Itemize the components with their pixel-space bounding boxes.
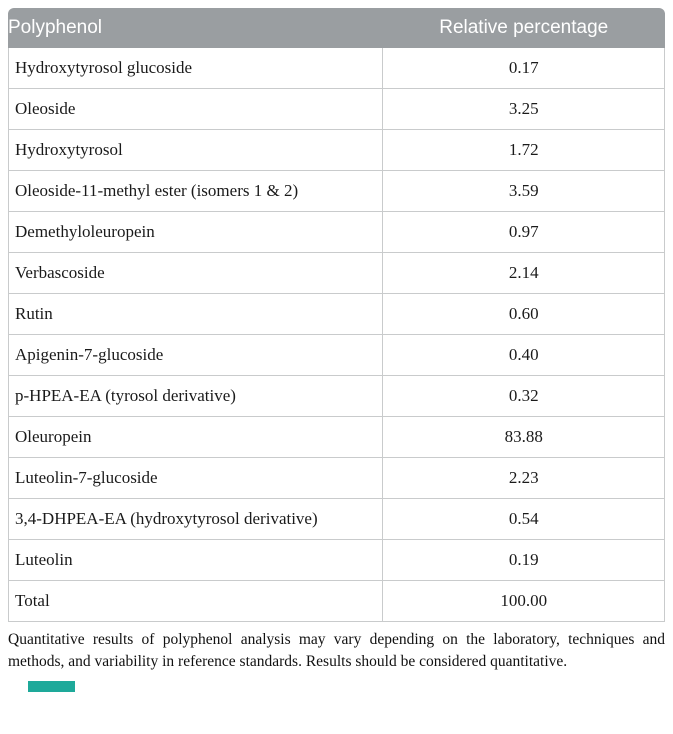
table-row: [8, 540, 665, 581]
table-row: [8, 171, 665, 212]
percentage-cell: 0.97: [382, 212, 665, 253]
polyphenol-cell: Hydroxytyrosol: [8, 130, 382, 171]
percentage-cell: 0.32: [382, 376, 665, 417]
table-row: [8, 89, 665, 130]
polyphenol-cell: Oleuropein: [8, 417, 382, 458]
table-row: [8, 417, 665, 458]
polyphenol-cell: Rutin: [8, 294, 382, 335]
percentage-cell: 83.88: [382, 417, 665, 458]
percentage-cell: 0.60: [382, 294, 665, 335]
percentage-cell: 1.72: [382, 130, 665, 171]
table-row: [8, 212, 665, 253]
column-header-polyphenol: Polyphenol: [8, 8, 382, 48]
polyphenol-cell: Luteolin: [8, 540, 382, 581]
table-row: [8, 499, 665, 540]
percentage-cell: 3.59: [382, 171, 665, 212]
table-row: [8, 253, 665, 294]
polyphenol-cell: Verbascoside: [8, 253, 382, 294]
polyphenol-cell: Demethyloleuropein: [8, 212, 382, 253]
percentage-cell: 0.19: [382, 540, 665, 581]
percentage-cell: 0.54: [382, 499, 665, 540]
polyphenol-cell: Oleoside-11-methyl ester (isomers 1 & 2): [8, 171, 382, 212]
polyphenol-cell: Total: [8, 581, 382, 622]
table-body: [8, 48, 665, 622]
polyphenol-cell: Apigenin-7-glucoside: [8, 335, 382, 376]
table-row: [8, 335, 665, 376]
table-footnote: Quantitative results of polyphenol analysis may vary depending on the laboratory, techniques and methods, and variability in reference standards. Results should be considered quantitative.: [8, 631, 665, 670]
polyphenol-cell: Oleoside: [8, 89, 382, 130]
polyphenol-cell: p-HPEA-EA (tyrosol derivative): [8, 376, 382, 417]
polyphenol-cell: Luteolin-7-glucoside: [8, 458, 382, 499]
percentage-cell: 3.25: [382, 89, 665, 130]
percentage-cell: 0.40: [382, 335, 665, 376]
table-row: [8, 130, 665, 171]
percentage-cell: 2.23: [382, 458, 665, 499]
percentage-cell: 0.17: [382, 48, 665, 89]
table-row: [8, 294, 665, 335]
table-row-total: [8, 581, 665, 622]
table-row: [8, 458, 665, 499]
polyphenol-cell: Hydroxytyrosol glucoside: [8, 48, 382, 89]
footer-accent-bar: [28, 681, 75, 692]
polyphenol-table: [8, 8, 665, 622]
percentage-cell: 2.14: [382, 253, 665, 294]
polyphenol-cell: 3,4-DHPEA-EA (hydroxytyrosol derivative): [8, 499, 382, 540]
header-row: [8, 8, 665, 48]
table-row: [8, 376, 665, 417]
column-header-relative-percentage: Relative percentage: [382, 8, 665, 48]
percentage-cell: 100.00: [382, 581, 665, 622]
table-row: [8, 48, 665, 89]
table-header: [8, 8, 665, 48]
